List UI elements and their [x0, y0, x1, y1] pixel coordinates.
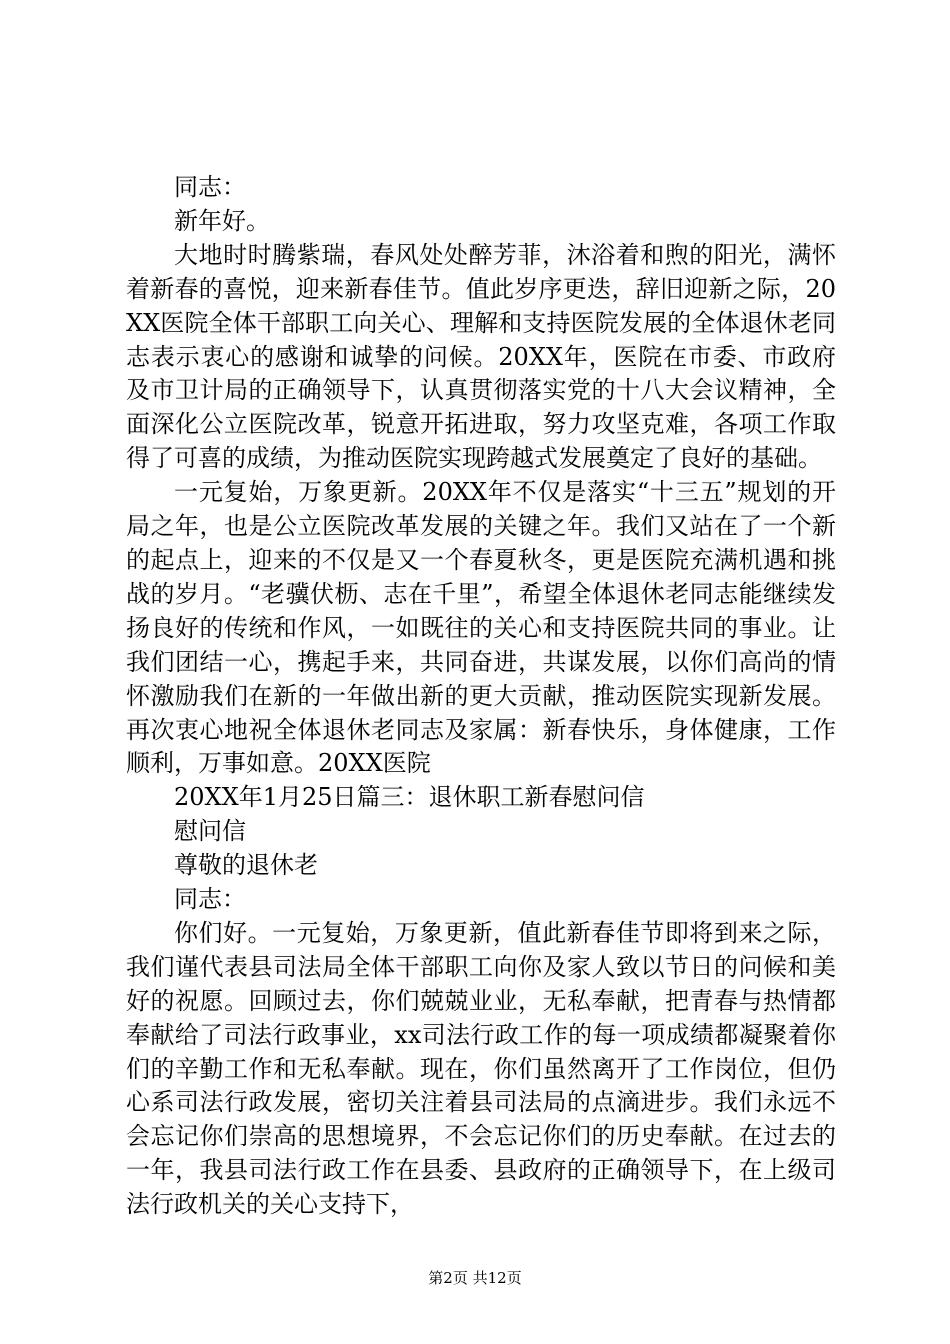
- body-paragraph: 你们好。一元复始，万象更新，值此新春佳节即将到来之际，我们谨代表县司法局全体干部职工向你及家人致以节日的问候和美好的祝愿。回顾过去，你们兢兢业业，无私奉献，把青春与热情都奉献给了司法行政事业，xx司法行政工作的每一项成绩都凝聚着你们的辛勤工作和无私奉献。现在，你们虽然离开了工作岗位，但仍心系司法行政发展，密切关注着县司法局的点滴进步。我们永远不会忘记你们崇高的思想境界，不会忘记你们的历史奉献。在过去的一年，我县司法行政工作在县委、县政府的正确领导下，在上级司法行政机关的关心支持下，: [126, 918, 836, 1219]
- letter-title: 慰问信: [174, 817, 246, 846]
- page-number-footer: 第2页 共12页: [428, 1269, 522, 1287]
- date-section-heading: 20XX年1月25日篇三：退休职工新春慰问信: [174, 783, 645, 812]
- greeting-paragraph: 新年好。: [174, 206, 270, 235]
- recipient-line: 尊敬的退休老: [174, 851, 318, 880]
- salutation-paragraph: 同志：: [174, 173, 246, 201]
- body-paragraph: 大地时时腾紫瑞，春风处处醉芳菲，沐浴着和煦的阳光，满怀着新春的喜悦，迎来新春佳节。值此岁序更迭，辞旧迎新之际，20XX医院全体干部职工向关心、理解和支持医院发展的全体退休老同志表示衷心的感谢和诚挚的问候。20XX年，医院在市委、市政府及市卫计局的正确领导下，认真贯彻落实党的十八大会议精神，全面深化公立医院改革，锐意开拓进取，努力攻坚克难，各项工作取得了可喜的成绩，为推动医院实现跨越式发展奠定了良好的基础。: [126, 240, 836, 473]
- document-body: [126, 171, 836, 1222]
- salutation-paragraph: 同志：: [174, 885, 246, 914]
- body-paragraph: 一元复始，万象更新。20XX年不仅是落实“十三五”规划的开局之年，也是公立医院改革发展的关键之年。我们又站在了一个新的起点上，迎来的不仅是又一个春夏秋冬，更是医院充满机遇和挑战的岁月。“老骥伏枥、志在千里”，希望全体退休老同志能继续发扬良好的传统和作风，一如既往的关心和支持医院共同的事业。让我们团结一心，携起手来，共同奋进，共谋发展，以你们高尚的情怀激励我们在新的一年做出新的更大贡献，推动医院实现新发展。再次衷心地祝全体退休老同志及家属：新春快乐，身体健康，工作顺利，万事如意。20XX医院: [126, 478, 836, 778]
